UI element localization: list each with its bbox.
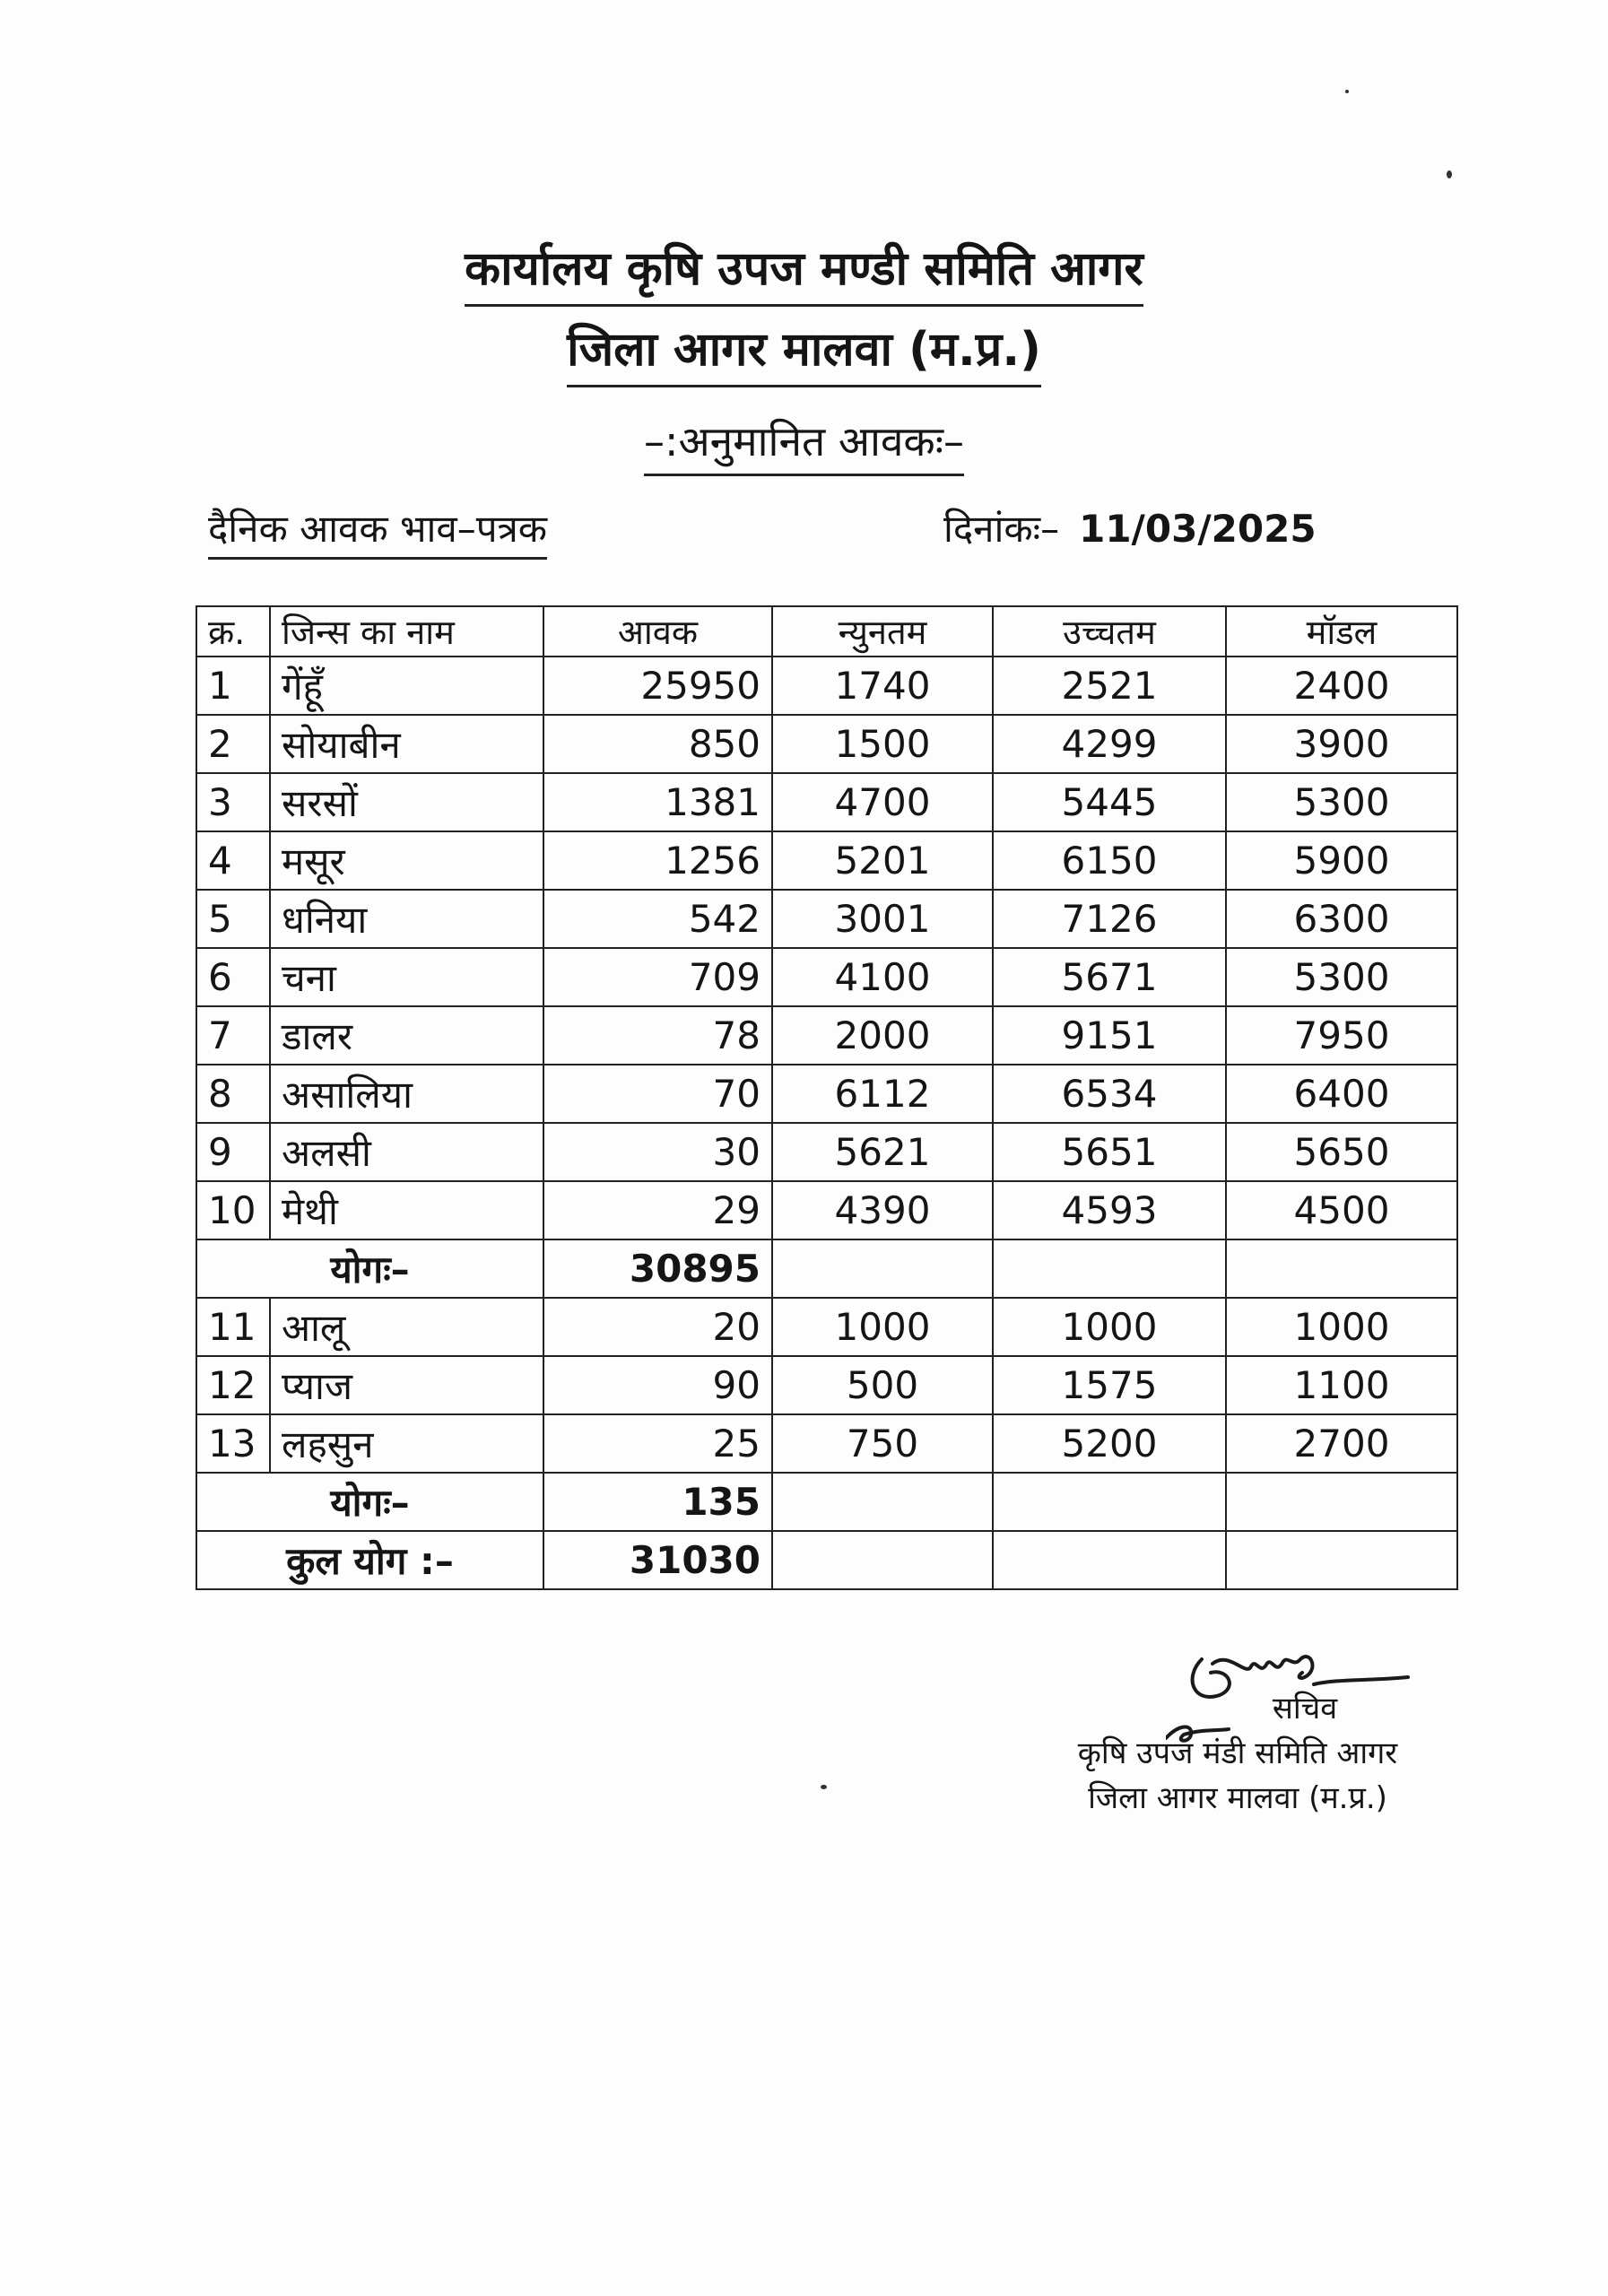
subtotal-row — [196, 1239, 1457, 1298]
max-price-cell: 2521 — [993, 657, 1226, 715]
commodity-cell: सोयाबीन — [270, 715, 543, 773]
scan-speck — [821, 1785, 827, 1789]
min-price-cell: 5201 — [772, 831, 993, 890]
serial-cell: 3 — [196, 773, 270, 831]
table-row — [196, 715, 1457, 773]
arrival-cell: 90 — [543, 1356, 772, 1414]
signatory-designation: सचिव — [1272, 1691, 1338, 1726]
date-label: दिनांकः– — [943, 507, 1060, 551]
modal-price-cell: 5900 — [1226, 831, 1457, 890]
subtotal-label: योगः– — [196, 1239, 543, 1298]
min-price-cell: 1500 — [772, 715, 993, 773]
subtotal-value: 135 — [543, 1473, 772, 1531]
table-row — [196, 1298, 1457, 1356]
serial-cell: 5 — [196, 890, 270, 948]
modal-price-cell: 6400 — [1226, 1065, 1457, 1123]
grand-total-value: 31030 — [543, 1531, 772, 1589]
serial-cell: 6 — [196, 948, 270, 1006]
signatory-org: कृषि उपज मंडी समिति आगर — [1077, 1735, 1398, 1771]
min-price-cell: 1740 — [772, 657, 993, 715]
min-price-cell: 4700 — [772, 773, 993, 831]
report-date — [943, 502, 1317, 553]
max-price-cell: 5671 — [993, 948, 1226, 1006]
commodity-cell: प्याज — [270, 1356, 543, 1414]
min-price-cell: 500 — [772, 1356, 993, 1414]
serial-cell: 9 — [196, 1123, 270, 1181]
empty-cell — [772, 1531, 993, 1589]
commodity-cell: आलू — [270, 1298, 543, 1356]
max-price-cell: 9151 — [993, 1006, 1226, 1065]
commodity-cell: चना — [270, 948, 543, 1006]
empty-cell — [772, 1473, 993, 1531]
serial-cell: 13 — [196, 1414, 270, 1473]
table-row — [196, 831, 1457, 890]
empty-cell — [993, 1531, 1226, 1589]
grand-total-row — [196, 1531, 1457, 1589]
rates-table — [196, 605, 1458, 1590]
serial-cell: 8 — [196, 1065, 270, 1123]
commodity-cell: धनिया — [270, 890, 543, 948]
empty-cell — [1226, 1531, 1457, 1589]
arrival-cell: 1381 — [543, 773, 772, 831]
table-row — [196, 1065, 1457, 1123]
serial-cell: 1 — [196, 657, 270, 715]
min-price-cell: 750 — [772, 1414, 993, 1473]
table-header-row — [196, 606, 1457, 657]
serial-cell: 2 — [196, 715, 270, 773]
empty-cell — [772, 1239, 993, 1298]
arrival-cell: 70 — [543, 1065, 772, 1123]
group1-rows — [196, 657, 1457, 1239]
serial-cell: 7 — [196, 1006, 270, 1065]
group2-rows — [196, 1298, 1457, 1473]
arrival-cell: 30 — [543, 1123, 772, 1181]
max-price-cell: 4299 — [993, 715, 1226, 773]
commodity-cell: गेंहूँ — [270, 657, 543, 715]
header-sn: क्र. — [196, 606, 270, 657]
signatory-district: जिला आगर मालवा (म.प्र.) — [1088, 1780, 1387, 1816]
min-price-cell: 5621 — [772, 1123, 993, 1181]
group2-total — [196, 1473, 1457, 1589]
office-title: कार्यालय कृषि उपज मण्डी समिति आगर — [0, 235, 1608, 307]
modal-price-cell: 6300 — [1226, 890, 1457, 948]
min-price-cell: 4100 — [772, 948, 993, 1006]
arrival-cell: 1256 — [543, 831, 772, 890]
commodity-cell: डालर — [270, 1006, 543, 1065]
max-price-cell: 6150 — [993, 831, 1226, 890]
signatory-block — [1004, 1686, 1471, 1821]
min-price-cell: 6112 — [772, 1065, 993, 1123]
max-price-cell: 1575 — [993, 1356, 1226, 1414]
commodity-cell: अलसी — [270, 1123, 543, 1181]
table-row — [196, 773, 1457, 831]
commodity-cell: मसूर — [270, 831, 543, 890]
header-max-price: उच्चतम — [993, 606, 1226, 657]
modal-price-cell: 2400 — [1226, 657, 1457, 715]
arrival-cell: 850 — [543, 715, 772, 773]
subtotal-row — [196, 1473, 1457, 1531]
min-price-cell: 4390 — [772, 1181, 993, 1239]
group1-total — [196, 1239, 1457, 1298]
empty-cell — [993, 1473, 1226, 1531]
table-row — [196, 890, 1457, 948]
table-row — [196, 1356, 1457, 1414]
modal-price-cell: 5300 — [1226, 948, 1457, 1006]
modal-price-cell: 7950 — [1226, 1006, 1457, 1065]
modal-price-cell: 1100 — [1226, 1356, 1457, 1414]
serial-cell: 11 — [196, 1298, 270, 1356]
table-row — [196, 1181, 1457, 1239]
grand-total-label: कुल योग :– — [196, 1531, 543, 1589]
arrival-cell: 20 — [543, 1298, 772, 1356]
table-row — [196, 1006, 1457, 1065]
scan-speck — [1345, 90, 1349, 93]
arrival-cell: 542 — [543, 890, 772, 948]
scan-speck — [1447, 170, 1452, 178]
max-price-cell: 4593 — [993, 1181, 1226, 1239]
commodity-cell: मेथी — [270, 1181, 543, 1239]
district-title: जिला आगर मालवा (म.प्र.) — [0, 316, 1608, 387]
modal-price-cell: 5650 — [1226, 1123, 1457, 1181]
table-row — [196, 1414, 1457, 1473]
date-value: 11/03/2025 — [1079, 507, 1317, 551]
empty-cell — [1226, 1239, 1457, 1298]
commodity-cell: लहसुन — [270, 1414, 543, 1473]
serial-cell: 4 — [196, 831, 270, 890]
modal-price-cell: 1000 — [1226, 1298, 1457, 1356]
min-price-cell: 1000 — [772, 1298, 993, 1356]
empty-cell — [993, 1239, 1226, 1298]
header-min-price: न्युनतम — [772, 606, 993, 657]
commodity-cell: सरसों — [270, 773, 543, 831]
arrival-cell: 25950 — [543, 657, 772, 715]
serial-cell: 10 — [196, 1181, 270, 1239]
arrival-cell: 25 — [543, 1414, 772, 1473]
serial-cell: 12 — [196, 1356, 270, 1414]
modal-price-cell: 2700 — [1226, 1414, 1457, 1473]
commodity-cell: असालिया — [270, 1065, 543, 1123]
table-row — [196, 657, 1457, 715]
arrival-cell: 29 — [543, 1181, 772, 1239]
header-arrival: आवक — [543, 606, 772, 657]
max-price-cell: 5200 — [993, 1414, 1226, 1473]
subtotal-label: योगः– — [196, 1473, 543, 1531]
arrival-cell: 709 — [543, 948, 772, 1006]
header-commodity: जिन्स का नाम — [270, 606, 543, 657]
max-price-cell: 6534 — [993, 1065, 1226, 1123]
max-price-cell: 1000 — [993, 1298, 1226, 1356]
modal-price-cell: 3900 — [1226, 715, 1457, 773]
estimate-heading: –:अनुमानित आवकः– — [0, 413, 1608, 476]
min-price-cell: 2000 — [772, 1006, 993, 1065]
min-price-cell: 3001 — [772, 890, 993, 948]
report-title: दैनिक आवक भाव–पत्रक — [208, 502, 547, 560]
max-price-cell: 5445 — [993, 773, 1226, 831]
modal-price-cell: 5300 — [1226, 773, 1457, 831]
max-price-cell: 7126 — [993, 890, 1226, 948]
subtotal-value: 30895 — [543, 1239, 772, 1298]
header-modal-price: मॉडल — [1226, 606, 1457, 657]
empty-cell — [1226, 1473, 1457, 1531]
modal-price-cell: 4500 — [1226, 1181, 1457, 1239]
table-row — [196, 948, 1457, 1006]
arrival-cell: 78 — [543, 1006, 772, 1065]
max-price-cell: 5651 — [993, 1123, 1226, 1181]
table-row — [196, 1123, 1457, 1181]
